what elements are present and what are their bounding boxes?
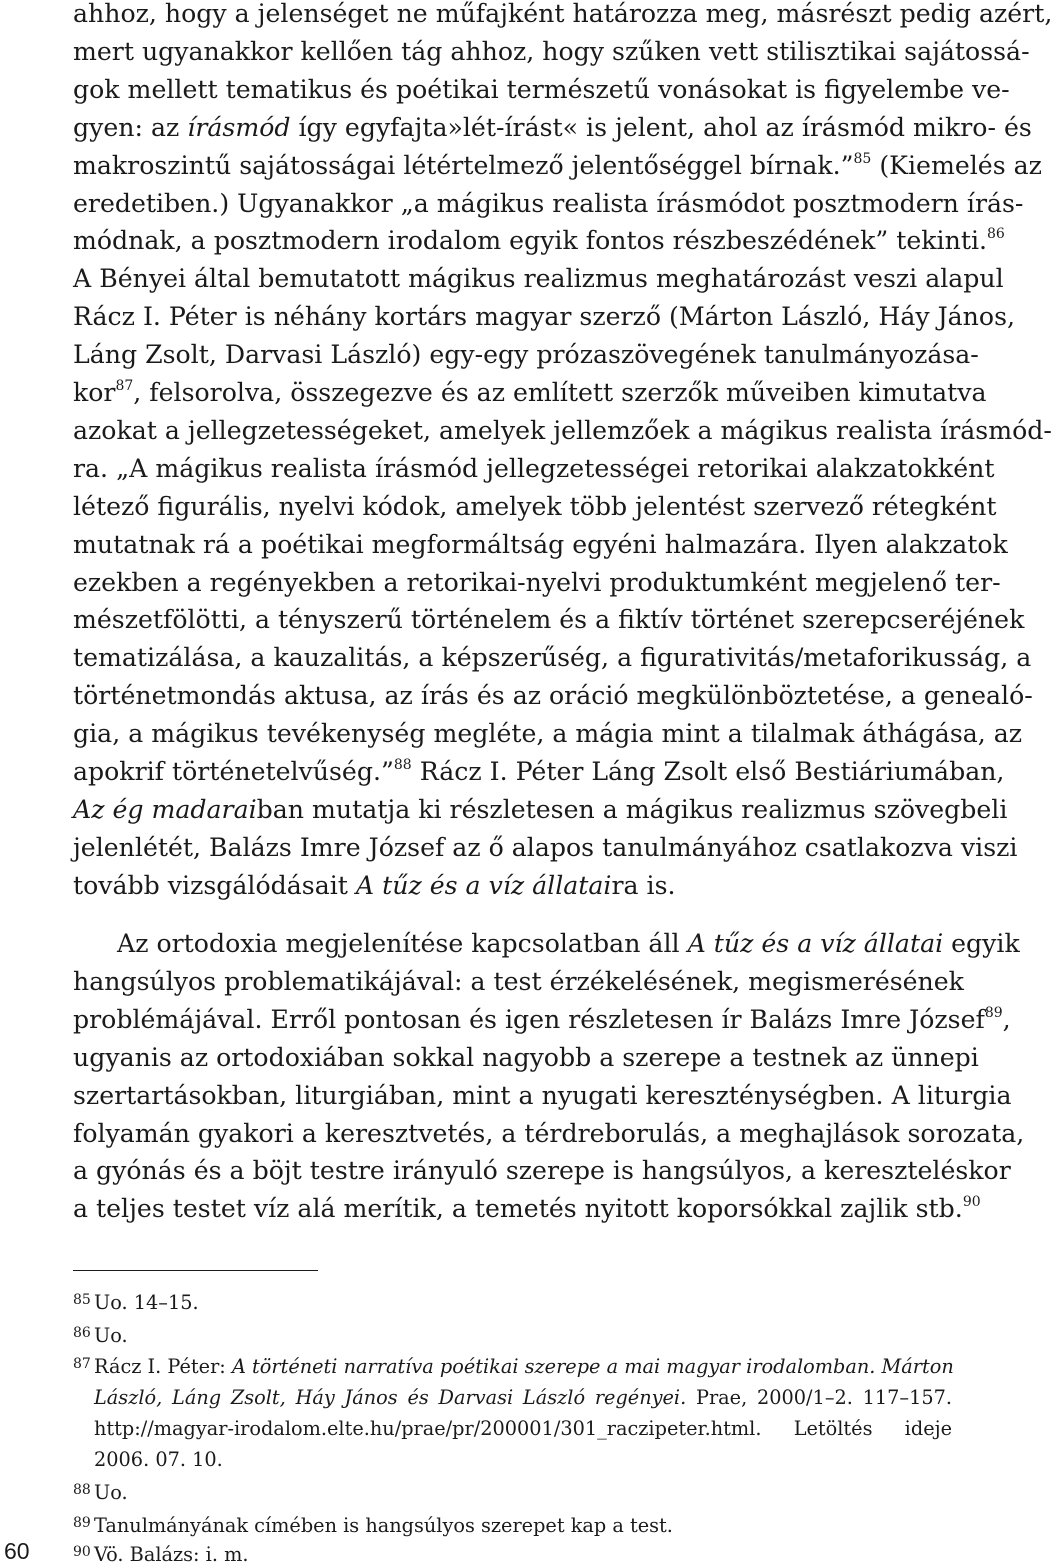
italic-title: A tűz és a víz állatai [355, 870, 612, 900]
footnote-number: 88 [73, 1482, 91, 1498]
footnote-separator [73, 1270, 318, 1271]
body-line [73, 756, 1005, 788]
text-run: jelenlétét, Balázs Imre József az ő alapos tanulmányához csatlakozva viszi [73, 832, 1018, 862]
body-line [73, 188, 1024, 220]
text-run: ban mutatja ki részletesen a mágikus realizmus szövegbeli [256, 794, 1008, 824]
text-run: szertartásokban, liturgiában, mint a nyugati kereszténységben. A liturgia [73, 1080, 1012, 1110]
body-line [73, 966, 964, 998]
text-run: gia, a mágikus tevékenység megléte, a mágia mint a tilalmak áthágása, az [73, 719, 1023, 749]
text-run: történetmondás aktusa, az írás és az oráció megkülönböztetése, a genealó- [73, 681, 1033, 711]
body-line [73, 36, 1030, 68]
text-run: Uo. [94, 1324, 128, 1347]
text-run: Az ortodoxia megjelenítése kapcsolatban áll [117, 929, 688, 958]
footnote-line [94, 1416, 952, 1442]
text-run: Uo. [94, 1481, 128, 1504]
footnote-number: 90 [73, 1544, 91, 1560]
text-run: Tanulmányának címében is hangsúlyos szerepet kap a test. [94, 1514, 673, 1537]
text-run: (Kiemelés az [871, 150, 1042, 180]
footnote-line [94, 1542, 952, 1568]
footnote-line [94, 1480, 952, 1506]
body-line [73, 680, 1033, 712]
footnote-line [94, 1354, 952, 1380]
text-run: Láng Zsolt, Darvasi László) egy-egy prózaszövegének tanulmányozása- [73, 340, 979, 370]
text-run: mert ugyanakkor kellően tág ahhoz, hogy szűken vett stilisztikai sajátossá- [73, 36, 1030, 66]
body-line [73, 567, 1001, 599]
footnote-reference: 85 [853, 150, 872, 167]
footnote-line [94, 1513, 952, 1539]
text-run: kor [73, 378, 116, 407]
footnote-number: 85 [73, 1292, 91, 1308]
text-run: ra. „A mágikus realista írásmód jellegzetességei retorikai alakzatokként [73, 453, 995, 483]
text-run: Uo. 14–15. [94, 1291, 199, 1314]
text-run: Rácz I. Péter is néhány kortárs magyar szerző (Márton László, Háy János, [73, 302, 1015, 332]
text-run: problémájával. Erről pontosan és igen részletesen ír Balázs Imre József [73, 1004, 985, 1034]
text-run: létező figurális, nyelvi kódok, amelyek több jelentést szervező rétegként [73, 491, 997, 521]
text-run: Vö. Balázs: i. m. [94, 1543, 249, 1566]
body-line [73, 225, 1005, 257]
text-run: ugyanis az ortodoxiában sokkal nagyobb a szerepe a testnek az ünnepi [73, 1042, 979, 1072]
body-line [73, 794, 1008, 826]
text-run: tematizálása, a kauzalitás, a képszerűség, a figurativitás/metaforikusság, a [73, 643, 1032, 673]
text-run: 2006. 07. 10. [94, 1448, 223, 1471]
footnote-line [94, 1447, 952, 1473]
text-run: módnak, a posztmodern irodalom egyik fontos részbeszédének” tekinti. [73, 226, 988, 256]
text-run: apokrif történetelvűség.” [73, 757, 394, 786]
italic-title: írásmód [187, 112, 291, 142]
footnote-reference: 90 [962, 1194, 981, 1211]
footnote-number: 86 [73, 1325, 91, 1341]
body-line [73, 1042, 979, 1074]
page-number: 60 [4, 1538, 30, 1564]
body-line [73, 112, 1032, 144]
footnote-reference: 86 [987, 226, 1005, 243]
italic-title: A tűz és a víz állatai [687, 929, 944, 958]
text-run: folyamán gyakori a keresztvetés, a térdreborulás, a meghajlások sorozata, [73, 1118, 1025, 1148]
text-run: így egyfajta»lét-írást« is jelent, ahol az írásmód mikro- és [290, 112, 1032, 142]
body-line [73, 1080, 1012, 1112]
body-line [73, 415, 1052, 447]
text-run: gok mellett tematikus és poétikai természetű vonásokat is figyelembe ve- [73, 74, 1010, 104]
text-run: Prae, 2000/1–2. 117–157. [686, 1386, 952, 1409]
body-line [73, 453, 995, 485]
text-run: Rácz I. Péter Láng Zsolt első Bestiáriumában, [411, 757, 1005, 786]
body-line [73, 642, 1032, 674]
body-line [73, 0, 1052, 30]
body-line [73, 1155, 1011, 1187]
text-run: ezekben a regényekben a retorikai-nyelvi produktumként megjelenő ter- [73, 567, 1001, 597]
footnote-number: 89 [73, 1515, 91, 1531]
body-line [73, 150, 1042, 182]
footnote-line [94, 1290, 952, 1316]
text-run: tovább vizsgálódásait [73, 870, 356, 900]
body-line [73, 74, 1010, 106]
footnote-number: 87 [73, 1356, 91, 1372]
text-run: , felsorolva, összegezve és az említett szerzők műveiben kimutatva [133, 378, 987, 407]
italic-title: László, Láng Zsolt, Háy János és Darvasi László regényei. [94, 1386, 687, 1409]
text-run: mutatnak rá a poétikai megformáltság egyéni halmazára. Ilyen alakzatok [73, 529, 1008, 559]
text-run: http://magyar-irodalom.elte.hu/prae/pr/200001/301_raczipeter.html. Letöltés ideje [94, 1417, 952, 1440]
text-run: Rácz I. Péter: [94, 1355, 232, 1378]
text-run: gyen: az [73, 112, 188, 142]
italic-title: A történeti narratíva poétikai szerepe a mai magyar irodalomban. Márton [231, 1355, 954, 1378]
body-line [73, 339, 979, 371]
text-run: a teljes testet víz alá merítik, a temetés nyitott koporsókkal zajlik stb. [73, 1194, 963, 1224]
text-run: ra is. [611, 870, 676, 900]
footnote-reference: 88 [393, 757, 412, 773]
text-run: hangsúlyos problematikájával: a test érzékelésének, megismerésének [73, 966, 964, 996]
body-line [73, 263, 1004, 295]
footnote-reference: 89 [984, 1004, 1003, 1021]
body-line [73, 604, 1025, 636]
text-run: a gyónás és a böjt testre irányuló szerepe is hangsúlyos, a kereszteléskor [73, 1156, 1011, 1186]
body-line [73, 491, 997, 523]
footnote-line [94, 1385, 952, 1411]
footnote-line [94, 1323, 952, 1349]
text-run: A Bényei által bemutatott mágikus realizmus meghatározást veszi alapul [73, 264, 1004, 294]
body-line [73, 718, 1023, 750]
footnote-reference: 87 [115, 378, 134, 394]
body-line [73, 1004, 1011, 1036]
body-line [73, 832, 1018, 864]
body-line [73, 301, 1015, 333]
body-line [73, 1118, 1025, 1150]
body-line [117, 928, 1020, 960]
text-run: egyik [943, 929, 1020, 958]
body-line [73, 1193, 981, 1225]
text-run: makroszintű sajátosságai létértelmező jelentőséggel bírnak.” [73, 150, 854, 180]
text-run: ahhoz, hogy a jelenséget ne műfajként határozza meg, másrészt pedig azért, [73, 0, 1052, 28]
italic-title: Az ég madarai [73, 794, 257, 824]
text-run: , [1002, 1004, 1011, 1034]
text-run: azokat a jellegzetességeket, amelyek jellemzőek a mágikus realista írásmód- [73, 415, 1052, 445]
body-line [73, 377, 987, 409]
body-line [73, 529, 1008, 561]
body-line [73, 870, 952, 902]
text-run: mészetfölötti, a tényszerű történelem és a fiktív történet szerepcseréjének [73, 605, 1025, 635]
text-run: eredetiben.) Ugyanakkor „a mágikus realista írásmódot posztmodern írás- [73, 188, 1024, 218]
